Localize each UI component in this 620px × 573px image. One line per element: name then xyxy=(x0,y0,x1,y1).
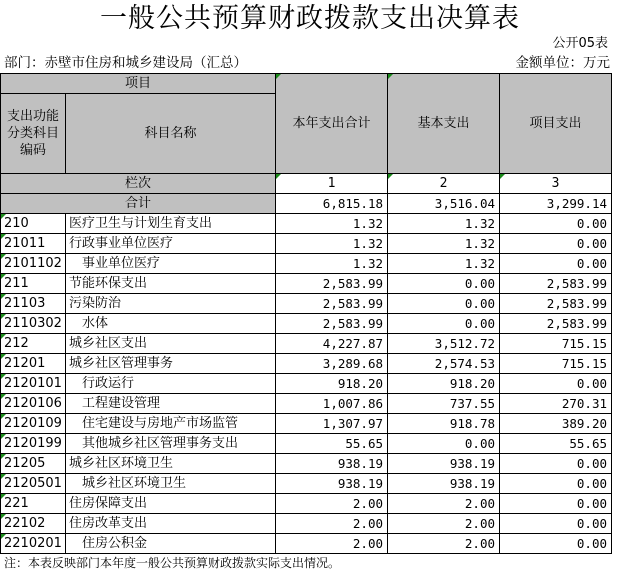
project-cell: 0.00 xyxy=(500,374,612,394)
code-cell: 211 xyxy=(1,274,66,294)
total-cell: 1.32 xyxy=(276,254,388,274)
code-cell: 2110302 xyxy=(1,314,66,334)
name-cell: 其他城乡社区管理事务支出 xyxy=(66,434,276,454)
code-cell: 210 xyxy=(1,214,66,234)
table-row xyxy=(1,214,612,234)
project-cell: 2,583.99 xyxy=(500,274,612,294)
name-cell: 行政事业单位医疗 xyxy=(66,234,276,254)
project-cell: 2,583.99 xyxy=(500,314,612,334)
basic-cell: 0.00 xyxy=(388,314,500,334)
basic-cell: 938.19 xyxy=(388,474,500,494)
name-cell: 工程建设管理 xyxy=(66,394,276,414)
project-cell: 0.00 xyxy=(500,214,612,234)
basic-cell: 0.00 xyxy=(388,294,500,314)
table-row xyxy=(1,474,612,494)
department-label: 部门：赤壁市住房和城乡建设局（汇总） xyxy=(4,55,247,71)
table-row xyxy=(1,534,612,554)
code-cell: 2101102 xyxy=(1,254,66,274)
total-cell: 1,307.97 xyxy=(276,414,388,434)
table-row xyxy=(1,294,612,314)
basic-cell: 1.32 xyxy=(388,234,500,254)
code-cell: 21201 xyxy=(1,354,66,374)
total-cell: 1,007.86 xyxy=(276,394,388,414)
project-cell: 55.65 xyxy=(500,434,612,454)
project-cell: 2,583.99 xyxy=(500,294,612,314)
code-cell: 2210201 xyxy=(1,534,66,554)
code-cell: 21103 xyxy=(1,294,66,314)
column-number-1: 1 xyxy=(276,174,388,194)
name-cell: 节能环保支出 xyxy=(66,274,276,294)
header-total: 本年支出合计 xyxy=(276,74,388,174)
name-cell: 医疗卫生与计划生育支出 xyxy=(66,214,276,234)
name-cell: 污染防治 xyxy=(66,294,276,314)
row-number-label: 栏次 xyxy=(1,174,276,194)
name-cell: 城乡社区管理事务 xyxy=(66,354,276,374)
sum-basic: 3,516.04 xyxy=(388,194,500,214)
basic-cell: 1.32 xyxy=(388,214,500,234)
sum-project: 3,299.14 xyxy=(500,194,612,214)
total-cell: 1.32 xyxy=(276,234,388,254)
code-cell: 2120101 xyxy=(1,374,66,394)
basic-cell: 2,574.53 xyxy=(388,354,500,374)
header-code: 支出功能分类科目编码 xyxy=(1,94,66,174)
project-cell: 0.00 xyxy=(500,254,612,274)
expenditure-table xyxy=(0,73,612,554)
total-cell: 2.00 xyxy=(276,534,388,554)
unit-label: 金额单位：万元 xyxy=(515,55,610,71)
code-cell: 22102 xyxy=(1,514,66,534)
name-cell: 城乡社区环境卫生 xyxy=(66,454,276,474)
total-cell: 2,583.99 xyxy=(276,314,388,334)
basic-cell: 0.00 xyxy=(388,274,500,294)
table-row xyxy=(1,514,612,534)
sum-label: 合计 xyxy=(1,194,276,214)
project-cell: 270.31 xyxy=(500,394,612,414)
total-cell: 938.19 xyxy=(276,474,388,494)
project-cell: 715.15 xyxy=(500,334,612,354)
total-cell: 3,289.68 xyxy=(276,354,388,374)
table-row xyxy=(1,414,612,434)
name-cell: 住宅建设与房地产市场监管 xyxy=(66,414,276,434)
code-cell: 2120109 xyxy=(1,414,66,434)
basic-cell: 938.19 xyxy=(388,454,500,474)
total-cell: 2.00 xyxy=(276,494,388,514)
basic-cell: 2.00 xyxy=(388,514,500,534)
name-cell: 事业单位医疗 xyxy=(66,254,276,274)
total-cell: 2.00 xyxy=(276,514,388,534)
code-cell: 2120106 xyxy=(1,394,66,414)
page-title: 一般公共预算财政拨款支出决算表 xyxy=(100,3,520,34)
column-number-3: 3 xyxy=(500,174,612,194)
code-cell: 21205 xyxy=(1,454,66,474)
code-cell: 2120501 xyxy=(1,474,66,494)
table-row xyxy=(1,394,612,414)
name-cell: 水体 xyxy=(66,314,276,334)
table-row xyxy=(1,234,612,254)
table-row xyxy=(1,374,612,394)
total-cell: 55.65 xyxy=(276,434,388,454)
total-cell: 4,227.87 xyxy=(276,334,388,354)
basic-cell: 918.78 xyxy=(388,414,500,434)
total-cell: 2,583.99 xyxy=(276,294,388,314)
total-cell: 938.19 xyxy=(276,454,388,474)
project-cell: 0.00 xyxy=(500,234,612,254)
footer-note: 注：本表反映部门本年度一般公共预算财政拨款实际支出情况。 xyxy=(4,556,341,570)
table-row xyxy=(1,494,612,514)
sum-total: 6,815.18 xyxy=(276,194,388,214)
code-cell: 212 xyxy=(1,334,66,354)
name-cell: 城乡社区支出 xyxy=(66,334,276,354)
name-cell: 住房保障支出 xyxy=(66,494,276,514)
project-cell: 0.00 xyxy=(500,534,612,554)
header-basic: 基本支出 xyxy=(388,74,500,174)
column-number-2: 2 xyxy=(388,174,500,194)
table-row xyxy=(1,314,612,334)
table-row xyxy=(1,454,612,474)
project-cell: 0.00 xyxy=(500,454,612,474)
name-cell: 住房改革支出 xyxy=(66,514,276,534)
basic-cell: 2.00 xyxy=(388,494,500,514)
table-row xyxy=(1,334,612,354)
table-row xyxy=(1,354,612,374)
total-cell: 1.32 xyxy=(276,214,388,234)
header-item: 项目 xyxy=(1,74,276,94)
basic-cell: 737.55 xyxy=(388,394,500,414)
total-cell: 2,583.99 xyxy=(276,274,388,294)
name-cell: 城乡社区环境卫生 xyxy=(66,474,276,494)
basic-cell: 2.00 xyxy=(388,534,500,554)
project-cell: 0.00 xyxy=(500,514,612,534)
basic-cell: 918.20 xyxy=(388,374,500,394)
table-row xyxy=(1,434,612,454)
name-cell: 行政运行 xyxy=(66,374,276,394)
code-cell: 221 xyxy=(1,494,66,514)
basic-cell: 1.32 xyxy=(388,254,500,274)
project-cell: 0.00 xyxy=(500,474,612,494)
table-row xyxy=(1,254,612,274)
table-body xyxy=(1,214,612,554)
header-project: 项目支出 xyxy=(500,74,612,174)
code-cell: 21011 xyxy=(1,234,66,254)
code-cell: 2120199 xyxy=(1,434,66,454)
basic-cell: 3,512.72 xyxy=(388,334,500,354)
header-name: 科目名称 xyxy=(66,94,276,174)
project-cell: 715.15 xyxy=(500,354,612,374)
total-cell: 918.20 xyxy=(276,374,388,394)
project-cell: 389.20 xyxy=(500,414,612,434)
project-cell: 0.00 xyxy=(500,494,612,514)
name-cell: 住房公积金 xyxy=(66,534,276,554)
basic-cell: 0.00 xyxy=(388,434,500,454)
form-number: 公开05表 xyxy=(552,36,608,51)
table-row xyxy=(1,274,612,294)
